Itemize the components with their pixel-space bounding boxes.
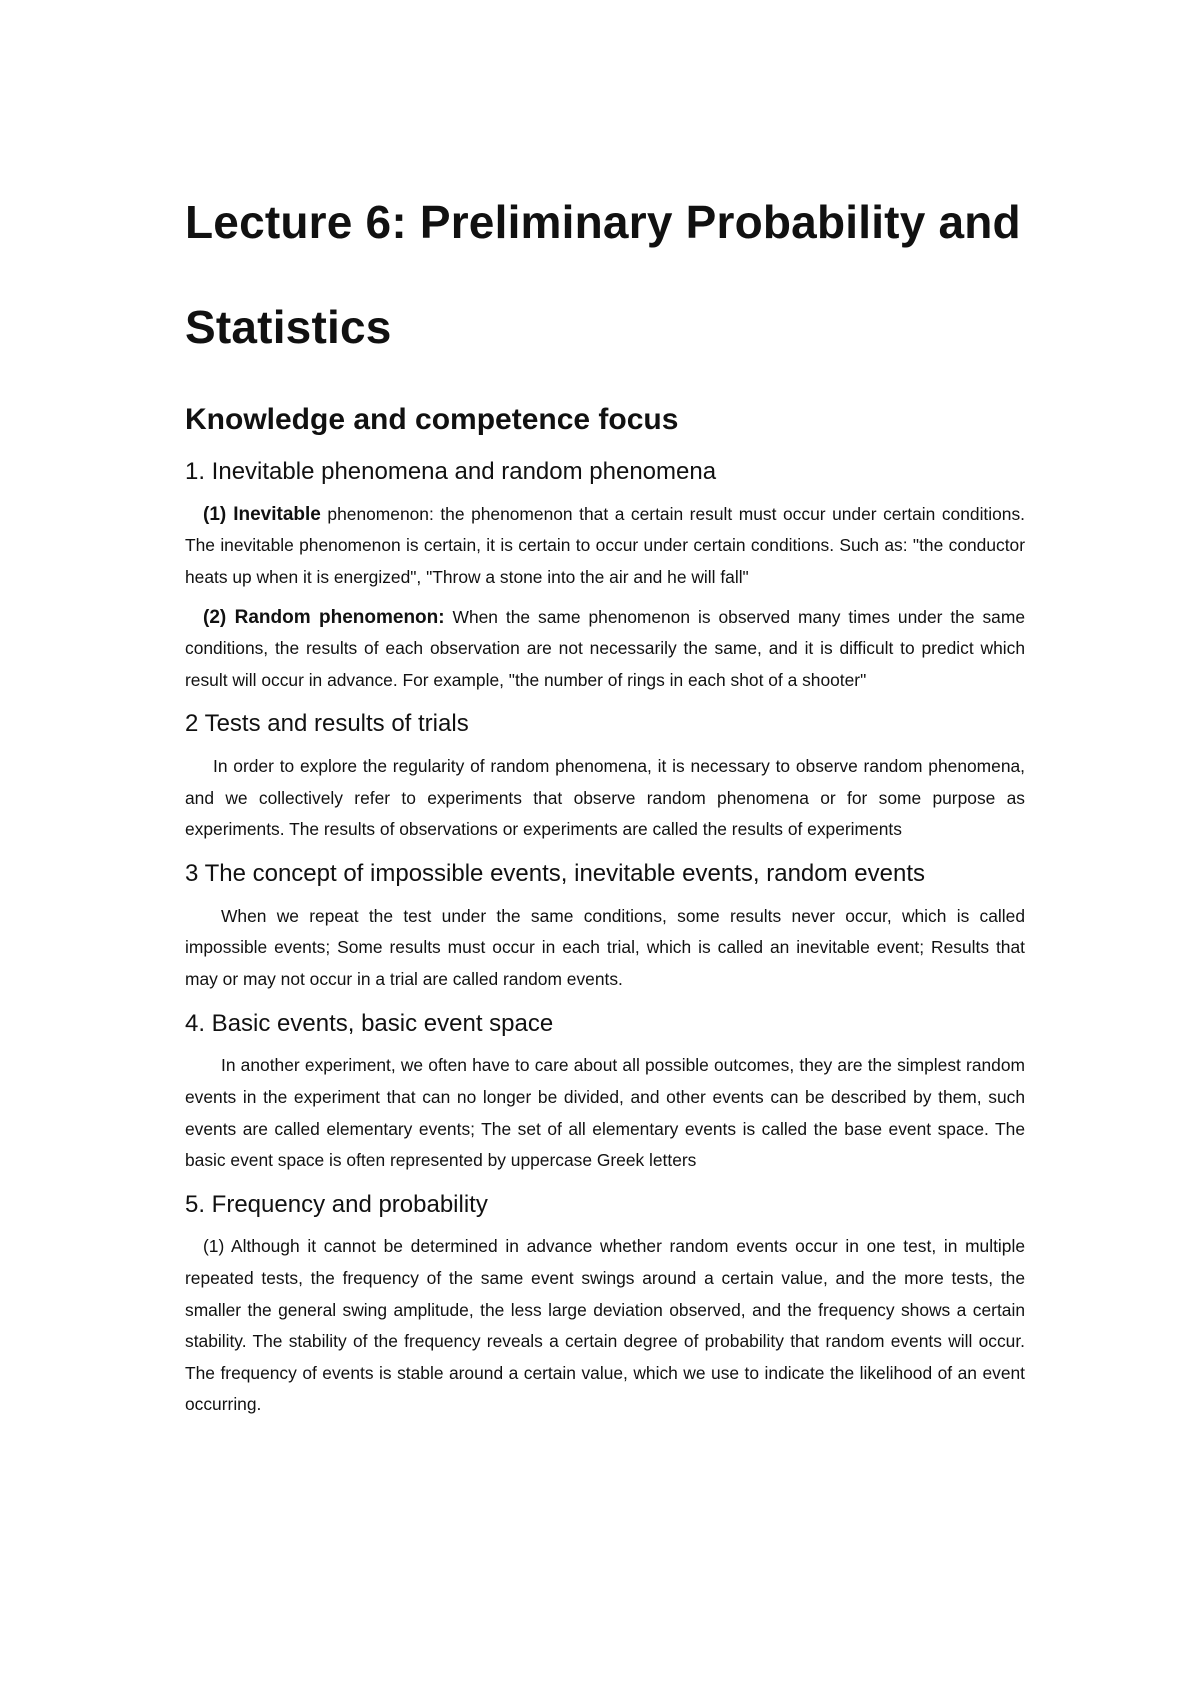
section-heading: 2 Tests and results of trials (185, 710, 469, 738)
section-subtitle: Knowledge and competence focus (185, 403, 679, 436)
title-line-1: Lecture 6: Preliminary Probability and (185, 196, 1021, 248)
paragraph: When we repeat the test under the same conditions, some results never occur, which is called impossible events; Some results must occur in each trial, which is called an inevitable event; Results that may or may not occur in a trial are called random events. (185, 905, 1025, 989)
page-title (185, 170, 1025, 380)
paragraph (185, 602, 1025, 697)
title-line-2: Statistics (185, 301, 392, 353)
paragraph-lead: (2) Random phenomenon: (203, 606, 445, 628)
section-heading: 4. Basic events, basic event space (185, 1009, 554, 1037)
paragraph-lead: (1) Inevitable (203, 503, 321, 525)
paragraph (185, 499, 1025, 594)
section-heading: 5. Frequency and probability (185, 1190, 488, 1218)
paragraph: In another experiment, we often have to care about all possible outcomes, they are the simplest random events in the experiment that can no longer be divided, and other events can be described by them, such events are called elementary events; The set of all elementary events is called the base event space. The basic event space is often represented by uppercase Greek letters (185, 1055, 1025, 1171)
paragraph-text: When the same phenomenon is observed many times under the same conditions, the results of each observation are not necessarily the same, and it is difficult to predict which result will occur in advance. For example, "the number of rings in each shot of a shooter" (185, 606, 1025, 690)
paragraph: (1) Although it cannot be determined in advance whether random events occur in one test, in multiple repeated tests, the frequency of the same event swings around a certain value, and the more tests, the smaller the general swing amplitude, the less large deviation observed, and the frequency shows a certain stability. The stability of the frequency reveals a certain degree of probability that random events will occur. The frequency of events is stable around a certain value, which we use to indicate the likelihood of an event occurring. (185, 1236, 1025, 1415)
paragraph: In order to explore the regularity of random phenomena, it is necessary to observe random phenomena, and we collectively refer to experiments that observe random phenomena or for some purpose as experiments. The results of observations or experiments are called the results of experiments (185, 756, 1025, 840)
paragraph-text: phenomenon: the phenomenon that a certain result must occur under certain conditions. The inevitable phenomenon is certain, it is certain to occur under certain conditions. Such as: "the conductor heats up when it is energized", "Throw a stone into the air and he will fall" (185, 503, 1025, 587)
section-heading: 3 The concept of impossible events, inevitable events, random events (185, 859, 925, 887)
section-heading: 1. Inevitable phenomena and random phenomena (185, 458, 717, 485)
